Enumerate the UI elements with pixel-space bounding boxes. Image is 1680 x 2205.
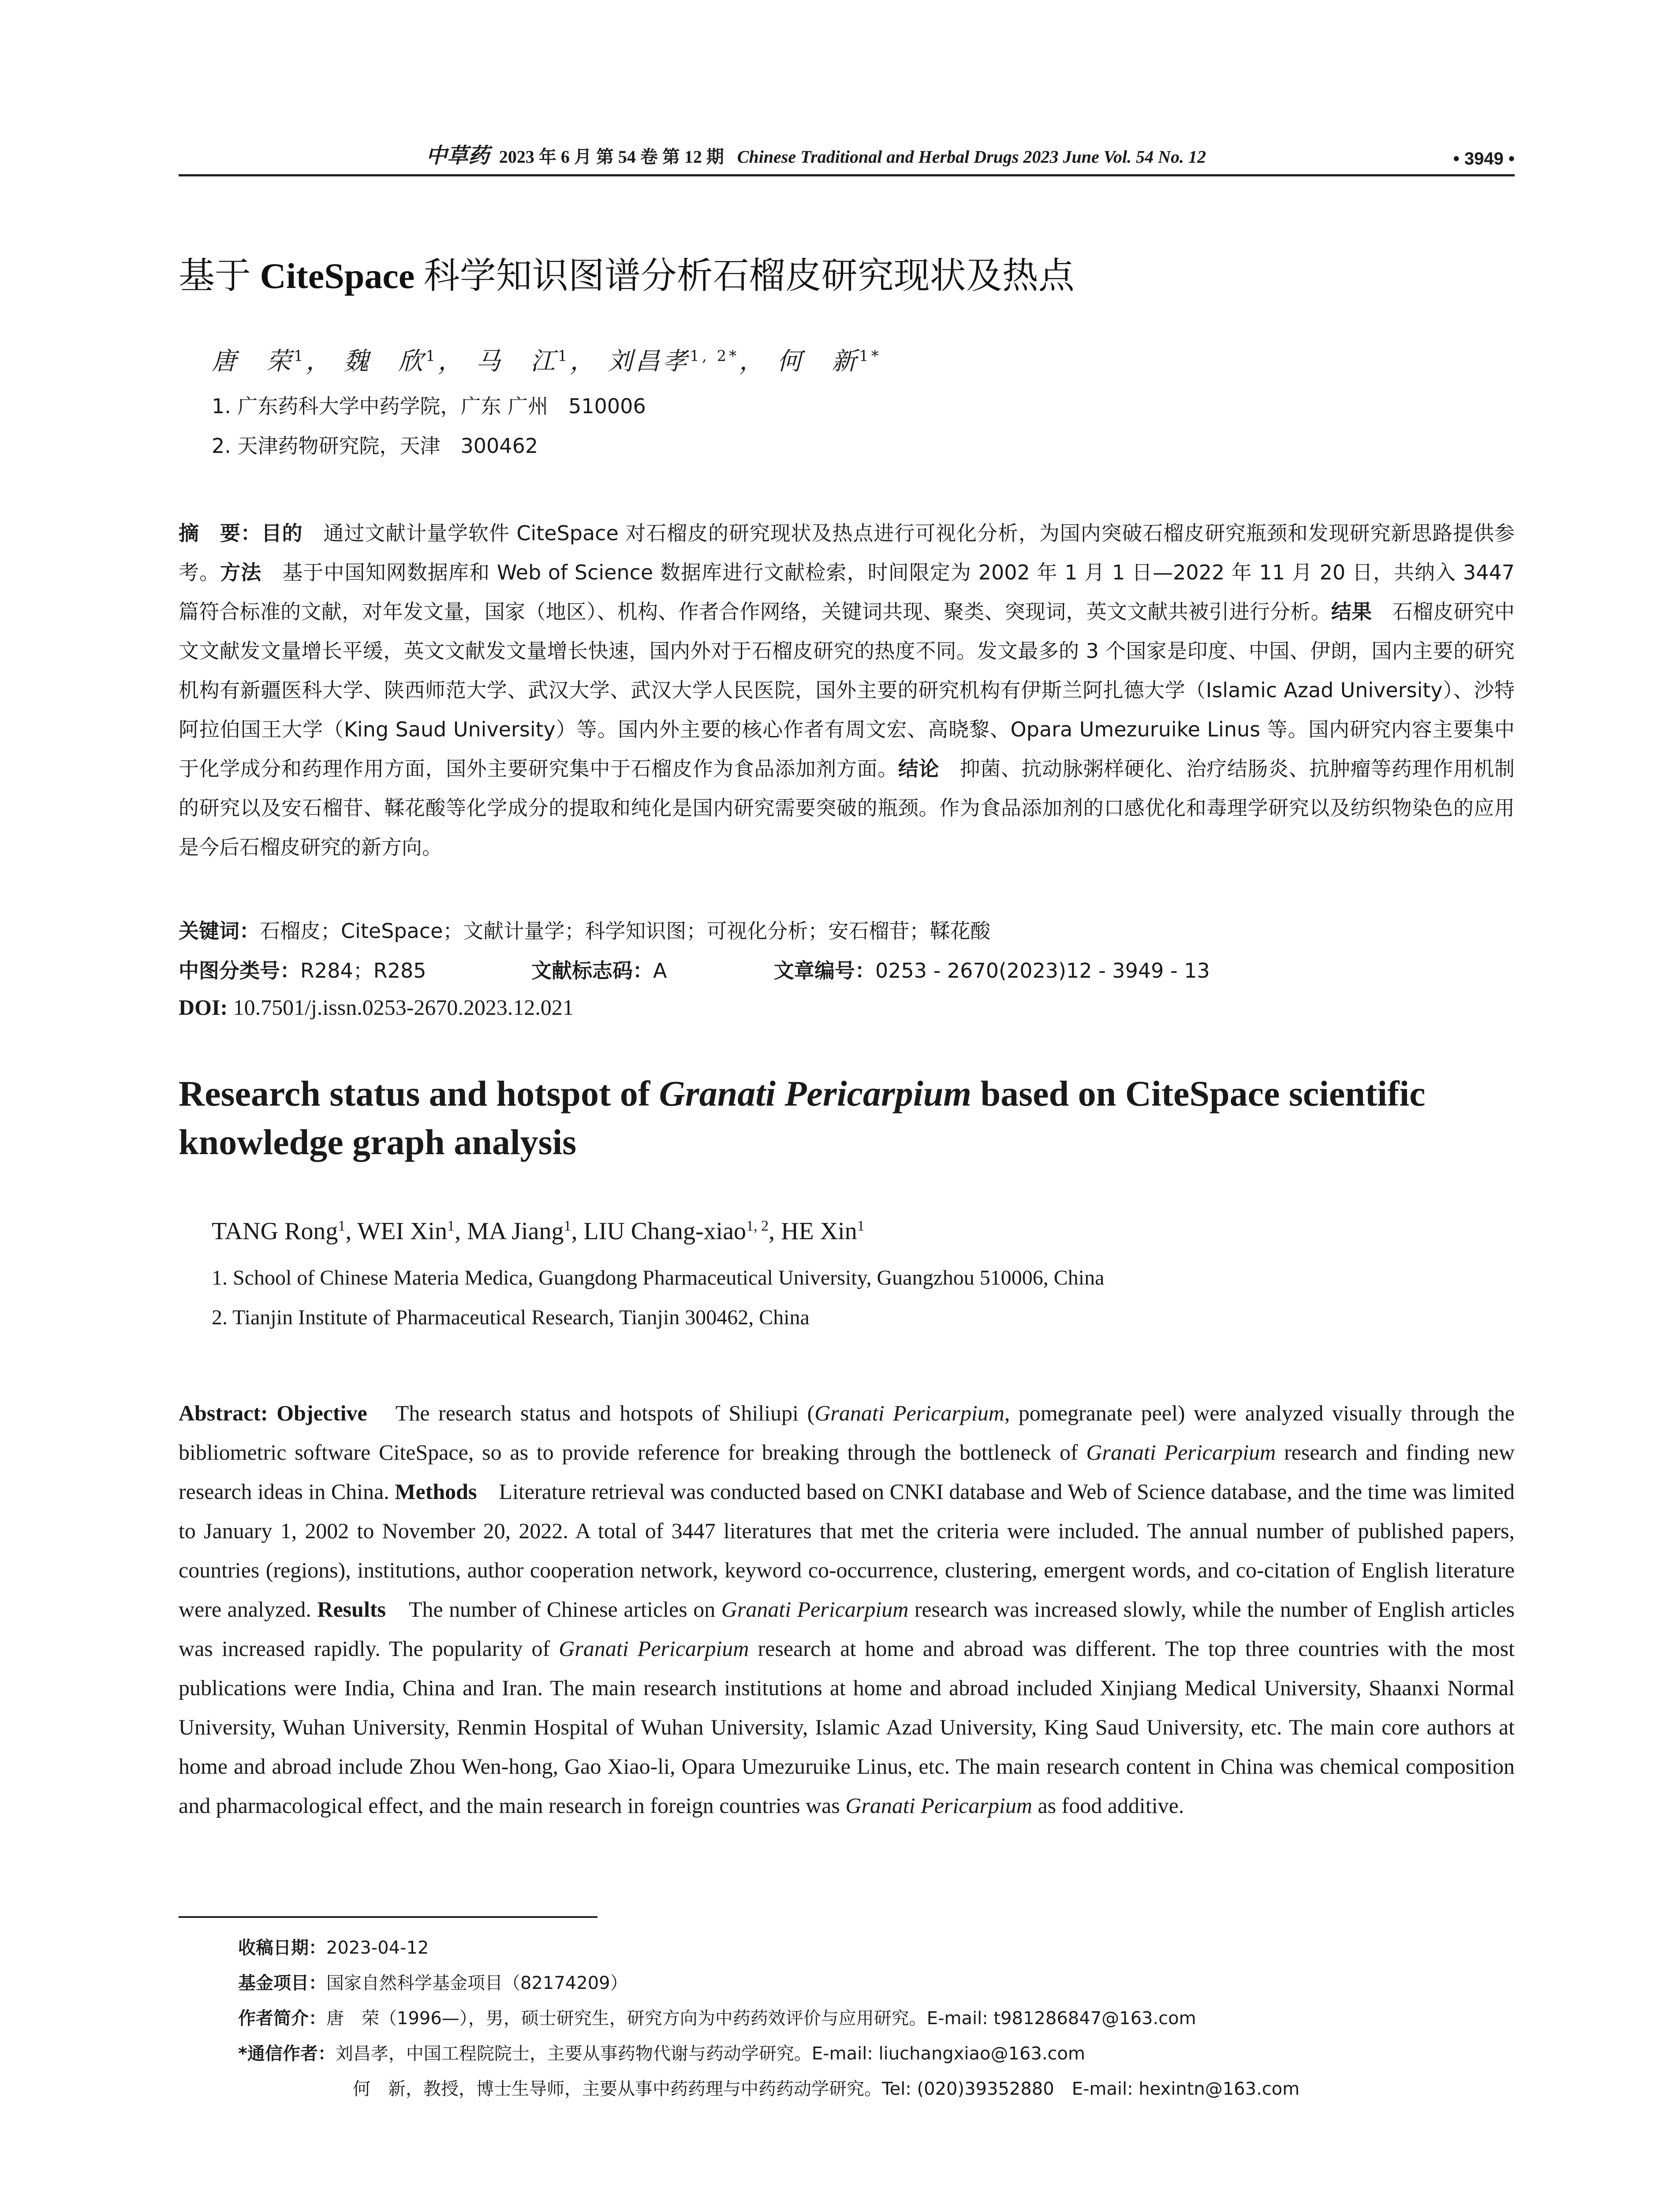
cn-article-no-label: 文章编号：: [774, 959, 875, 983]
page-number: • 3949 •: [1453, 149, 1515, 168]
received-value: 2023-04-12: [326, 1938, 429, 1958]
footnote-corresponding-2: 何 新，教授，博士生导师，主要从事中药药理与中药药动学研究。Tel: (020)39352880 E-mail: hexintn@163.com: [353, 2079, 1300, 2099]
fund-value: 国家自然科学基金项目（82174209）: [326, 1973, 628, 1993]
cn-article-no: [774, 955, 1210, 984]
header-cn-issue: 2023 年 6 月 第 54 卷 第 12 期: [499, 147, 724, 167]
bio-label: 作者简介：: [238, 2008, 326, 2029]
cn-abstract: [179, 514, 1515, 867]
doi: [179, 994, 574, 1020]
en-affiliation-1: 1. School of Chinese Materia Medica, Guangdong Pharmaceutical University, Guangzhou 510006, China: [212, 1266, 1105, 1289]
cn-authors: 唐 荣$^1$， 魏 欣$^1$， 马 江$^1$， 刘昌孝$^{1, 2*}$， 何 新$^{1*}$: [212, 347, 881, 376]
cn-keywords-value: 石榴皮；CiteSpace；文献计量学；科学知识图；可视化分析；安石榴苷；鞣花酸: [260, 919, 991, 943]
cn-author-sup: 1*: [859, 347, 881, 365]
cn-conclusion-label: 结论: [898, 757, 940, 781]
en-objective-c: research and finding new research ideas in China.: [179, 1440, 1515, 1504]
en-author-sup: 1, 2: [746, 1218, 769, 1234]
en-affiliation-2: 2. Tianjin Institute of Pharmaceutical Research, Tianjin 300462, China: [212, 1306, 810, 1329]
en-title: [179, 1069, 1515, 1166]
cn-author: 何 新: [777, 347, 859, 376]
fund-label: 基金项目：: [238, 1973, 326, 1993]
corr-value-1: 刘昌孝，中国工程院院士，主要从事药物代谢与药动学研究。E-mail: liuchangxiao@163.com: [335, 2044, 1085, 2064]
cn-doc-code-label: 文献标志码：: [531, 959, 653, 983]
en-author-sup: 1: [564, 1218, 571, 1234]
doi-label: DOI:: [179, 995, 228, 1020]
en-authors: TANG Rong$^1$, WEI Xin$^1$, MA Jiang$^1$, LIU Chang-xiao$^{1, 2}$, HE Xin$^1$: [212, 1218, 865, 1245]
en-results-a: The number of Chinese articles on: [385, 1597, 721, 1622]
running-header: [179, 137, 1515, 176]
en-title-part1: Research status and hotspot of: [179, 1073, 659, 1114]
cn-objective: 通过文献计量学软件 CiteSpace 对石榴皮的研究现状及热点进行可视化分析，为国内突破石榴皮研究瓶颈和发现研究新思路提供参考。: [179, 521, 1515, 584]
cn-results-label: 结果: [1331, 600, 1372, 624]
cn-title-suffix: 科学知识图谱分析石榴皮研究现状及热点: [423, 255, 1075, 297]
cn-author: 刘昌孝: [608, 347, 690, 376]
header-en-journal: Chinese Traditional and Herbal Drugs 2023 June Vol. 54 No. 12: [737, 147, 1206, 167]
en-author: LIU Chang-xiao: [583, 1218, 747, 1245]
bio-value: 唐 荣（1996—），男，硕士研究生，研究方向为中药药效评价与应用研究。E-mail: t981286847@163.com: [326, 2008, 1196, 2029]
en-author: WEI Xin: [357, 1218, 448, 1245]
cn-results: 石榴皮研究中文文献发文量增长平缓，英文文献发文量增长快速，国内外对于石榴皮研究的热度不同。发文最多的 3 个国家是印度、中国、伊朗，国内主要的研究机构有新疆医科大学、陕西师范大学、武汉大学、武汉大学人民医院，国外主要的研究机构有伊斯兰阿扎德大学（Islamic Azad University）、沙特阿拉伯国王大学（King Saud University）等。国内外主要的核心作者有周文宏、高晓黎、Opara Umezuruike Linus 等。国内研究内容主要集中于化学成分和药理作用方面，国外主要研究集中于石榴皮作为食品添加剂方面。: [179, 600, 1515, 781]
cn-author: 马 江: [475, 347, 558, 376]
cn-title-bold: CiteSpace: [251, 256, 424, 296]
en-results-c: research at home and abroad was different. The top three countries with the most publications were India, China and Iran. The main research institutions at home and abroad included Xinjiang Medical University, Shaanxi Normal University, Wuhan University, Renmin Hospital of Wuhan University, Islamic Azad University, King Saud University, etc. The main core authors at home and abroad include Zhou Wen-hong, Gao Xiao-li, Opara Umezuruike Linus, etc. The main research content in China was chemical composition and pharmacological effect, and the main research in foreign countries was: [179, 1636, 1515, 1818]
en-objective-italic-1: Granati Pericarpium: [814, 1401, 1004, 1425]
cn-author-sup: 1: [294, 347, 306, 365]
cn-objective-label: 目的: [261, 521, 303, 545]
footnote-received: [238, 1934, 429, 1959]
cn-keywords: [179, 915, 990, 944]
en-results-italic-3: Granati Pericarpium: [845, 1793, 1032, 1818]
cn-author: 唐 荣: [212, 347, 294, 376]
en-author-sup: 1: [338, 1218, 346, 1234]
footnote-rule: [179, 1916, 597, 1918]
en-results-b: research was increased slowly, while the number of English articles was increased rapidly. The popularity of: [179, 1597, 1515, 1661]
cn-clc: [179, 955, 531, 984]
cn-affiliation-2: 2. 天津药物研究院，天津 300462: [212, 434, 538, 458]
received-label: 收稿日期：: [238, 1938, 326, 1958]
cn-doc-code: [531, 955, 774, 984]
cn-author-sup: 1: [557, 347, 570, 365]
en-results-d: as food additive.: [1032, 1793, 1184, 1818]
cn-affiliation-1: 1. 广东药科大学中药学院，广东 广州 510006: [212, 394, 646, 418]
en-results-italic-2: Granati Pericarpium: [559, 1636, 749, 1661]
en-results-label: Results: [317, 1597, 386, 1622]
cn-conclusion: 抑菌、抗动脉粥样硬化、治疗结肠炎、抗肿瘤等药理作用机制的研究以及安石榴苷、鞣花酸等化学成分的提取和纯化是国内研究需要突破的瓶颈。作为食品添加剂的口感优化和毒理学研究以及纺织物染色的应用是今后石榴皮研究的新方向。: [179, 757, 1515, 859]
cn-clc-value: R284；R285: [300, 959, 426, 983]
cn-clc-label: 中图分类号：: [179, 959, 300, 983]
corr-label: *通信作者：: [238, 2044, 336, 2064]
footnote-fund: [238, 1969, 628, 1994]
cn-abstract-label: 摘 要：: [179, 521, 261, 545]
en-abstract: [179, 1394, 1515, 1825]
en-methods: Literature retrieval was conducted based on CNKI database and Web of Science database, and the time was limited to January 1, 2002 to November 20, 2022. A total of 3447 literatures that met the criteria were included. The annual number of published papers, countries (regions), institutions, author cooperation network, keyword co-occurrence, clustering, emergent words, and co-citation of English literature were analyzed.: [179, 1479, 1515, 1622]
en-author: MA Jiang: [467, 1218, 564, 1245]
cn-methods: 基于中国知网数据库和 Web of Science 数据库进行文献检索，时间限定为 2002 年 1 月 1 日—2022 年 11 月 20 日，共纳入 3447 篇符合标准的文献，对年发文量，国家（地区）、机构、作者合作网络，关键词共现、聚类、突现词，英文文献共被引进行分析。: [179, 561, 1515, 624]
cn-author-sup: 1: [426, 347, 438, 365]
cn-methods-label: 方法: [220, 561, 262, 584]
header-center: [179, 138, 1453, 169]
en-author-sup: 1: [857, 1218, 865, 1234]
cn-doc-code-value: A: [653, 959, 667, 983]
en-author: TANG Rong: [212, 1218, 338, 1245]
en-objective-b: , pomegranate peel) were analyzed visually through the bibliometric software CiteSpace, so as to provide reference for breaking through the bottleneck of: [179, 1401, 1515, 1465]
en-objective-a: The research status and hotspots of Shiliupi (: [367, 1401, 815, 1425]
footnote-corresponding: [238, 2040, 1085, 2065]
cn-author-sup: 1, 2*: [690, 347, 739, 365]
cn-title: [179, 247, 1515, 299]
doi-value: 10.7501/j.issn.0253-2670.2023.12.021: [228, 995, 574, 1020]
en-author: HE Xin: [781, 1218, 857, 1245]
en-objective-italic-2: Granati Pericarpium: [1086, 1440, 1276, 1465]
cn-keywords-label: 关键词：: [179, 919, 260, 943]
en-abstract-label: Abstract: Objective: [179, 1401, 367, 1425]
footnote-bio: [238, 2004, 1196, 2029]
en-title-part2: based on CiteSpace scientific knowledge graph analysis: [179, 1073, 1426, 1162]
en-author-sup: 1: [447, 1218, 455, 1234]
journal-logo: 中草药: [426, 143, 489, 168]
en-results-italic-1: Granati Pericarpium: [721, 1597, 909, 1622]
cn-classification-row: [179, 955, 1515, 984]
cn-title-prefix: 基于: [179, 255, 251, 297]
en-title-italic: Granati Pericarpium: [659, 1073, 972, 1114]
cn-article-no-value: 0253 - 2670(2023)12 - 3949 - 13: [875, 959, 1210, 983]
cn-author: 魏 欣: [343, 347, 426, 376]
en-methods-label: Methods: [395, 1479, 477, 1504]
